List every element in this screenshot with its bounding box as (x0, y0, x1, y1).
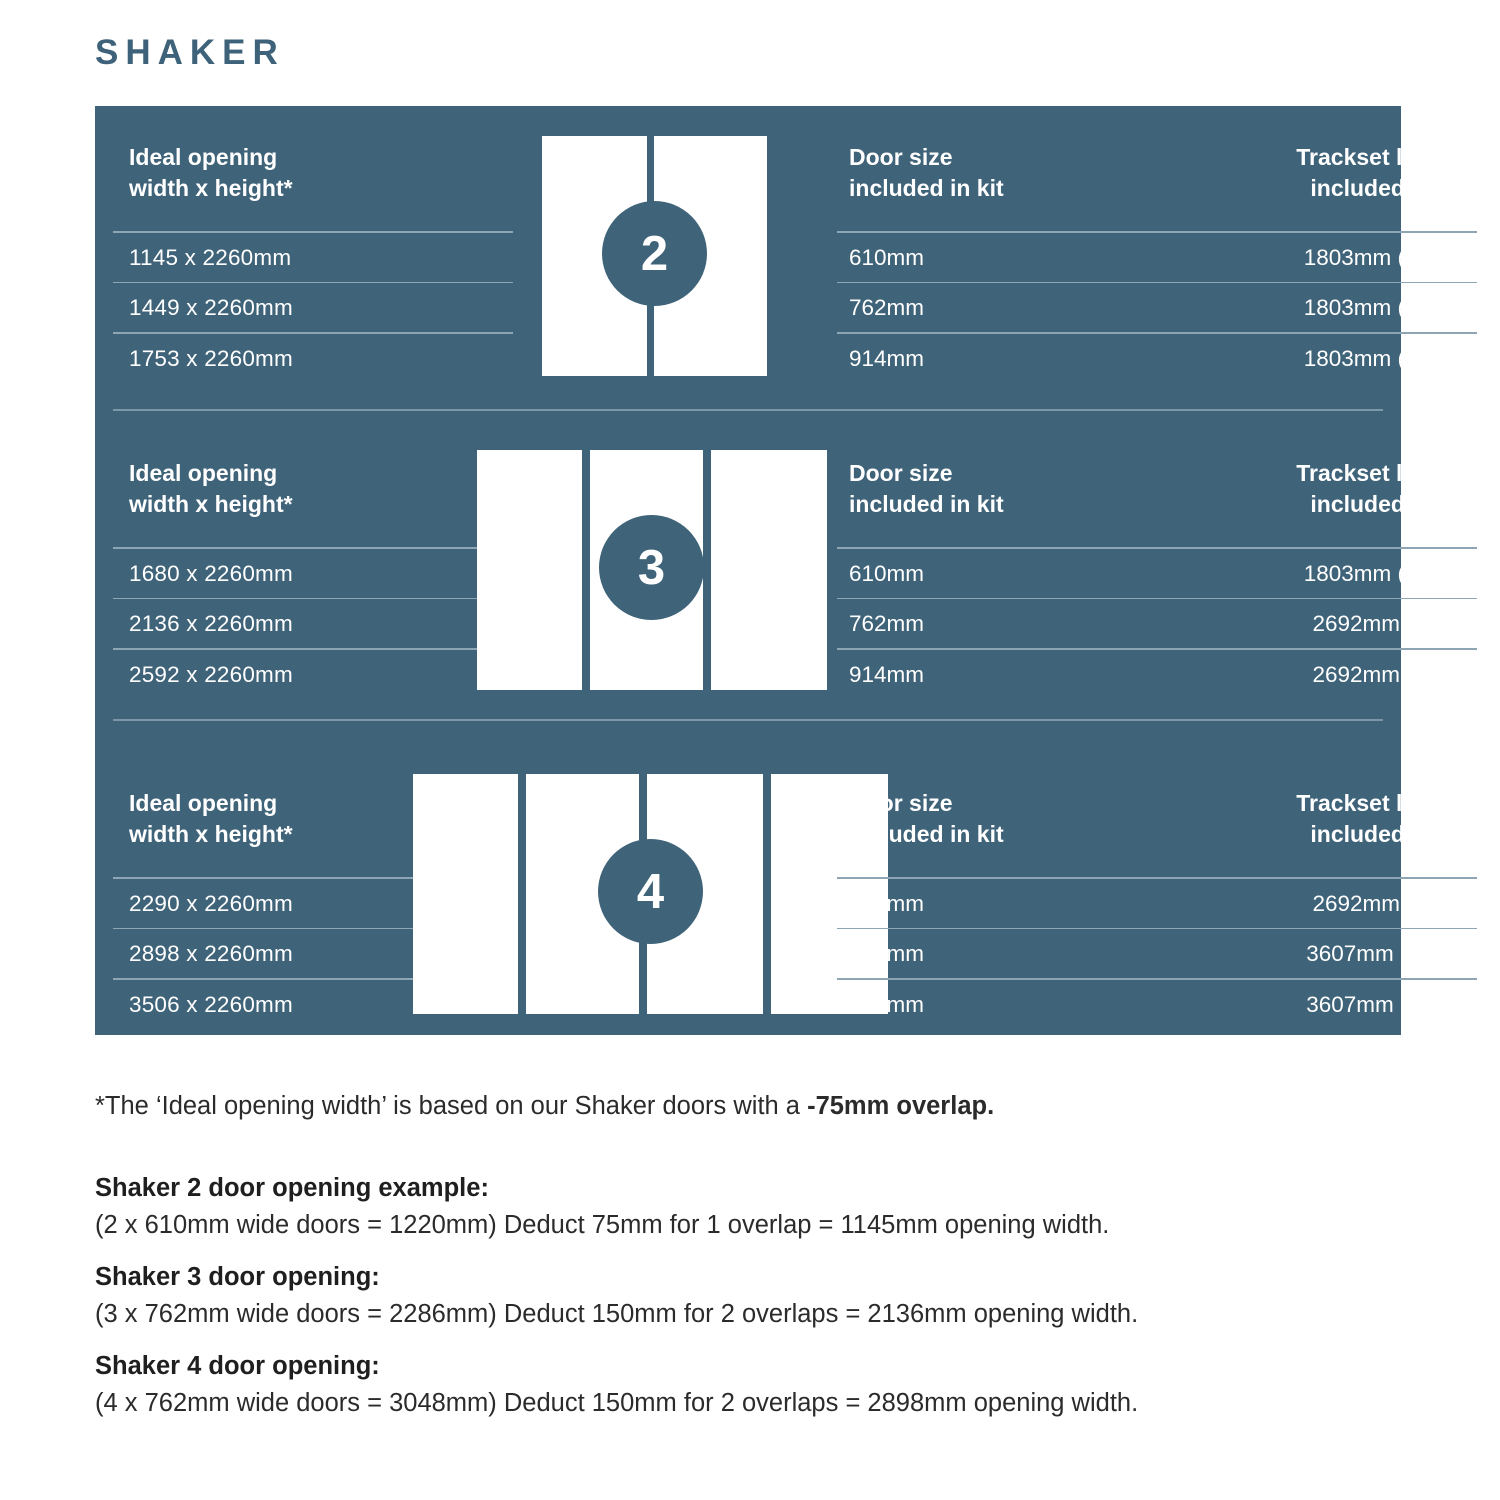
trackset-value: 3607mm (large) (1306, 941, 1465, 967)
kit-column-2 (837, 458, 1477, 699)
table-row (837, 549, 1477, 598)
trackset-value: 2692mm (med) (1312, 611, 1465, 637)
table-row (837, 650, 1477, 699)
example-title-3-door: Shaker 3 door opening: (95, 1263, 380, 1291)
trackset-value: 1803mm (small) (1303, 345, 1465, 371)
overlap-footnote (95, 1092, 994, 1121)
opening-value: 3506 x 2260mm (129, 991, 293, 1017)
opening-header-line1: Ideal opening (129, 790, 278, 816)
opening-column-1 (113, 142, 513, 383)
door-size-header (837, 142, 1167, 203)
opening-value: 2290 x 2260mm (129, 890, 293, 916)
trackset-header-line2: included in kit (1310, 820, 1465, 847)
door-size-value: 914mm (849, 991, 925, 1017)
opening-value: 2898 x 2260mm (129, 941, 293, 967)
kit-column-3 (837, 788, 1477, 1029)
opening-column-2 (113, 458, 513, 699)
table-row (837, 334, 1477, 383)
door-size-value: 610mm (849, 560, 925, 586)
example-body-3-door: (3 x 762mm wide doors = 2286mm) Deduct 150mm for 2 overlaps = 2136mm opening width. (95, 1300, 1139, 1328)
door-size-header-line2: included in kit (849, 174, 1004, 201)
trackset-header-line2: included in kit (1310, 490, 1465, 517)
opening-header-line1: Ideal opening (129, 460, 278, 486)
door-diagram-4 (413, 774, 888, 1014)
kit-headers-3 (837, 788, 1477, 849)
specification-panel (95, 106, 1465, 1035)
example-title-2-door: Shaker 2 door opening example: (95, 1174, 489, 1202)
trackset-header (1167, 788, 1477, 849)
door-count-badge-4: 4 (598, 839, 703, 944)
kit-column-1 (837, 142, 1477, 383)
table-row (837, 283, 1477, 332)
section-4-door (95, 726, 1465, 1035)
door-count-badge-3: 3 (599, 515, 704, 620)
trackset-value: 2692mm (med) (1312, 661, 1465, 687)
opening-header-line2: width x height* (129, 490, 293, 517)
trackset-header-line1: Trackset length (1296, 790, 1465, 816)
trackset-value: 3607mm (large) (1306, 991, 1465, 1017)
door-panel (477, 450, 582, 690)
door-panel (413, 774, 518, 1014)
opening-header-line2: width x height* (129, 820, 293, 847)
opening-value: 2136 x 2260mm (129, 611, 293, 637)
door-size-header (837, 458, 1167, 519)
opening-value: 1753 x 2260mm (129, 345, 293, 371)
footnote-bold: -75mm overlap. (807, 1092, 995, 1120)
kit-headers-2 (837, 458, 1477, 519)
door-size-value: 762mm (849, 941, 925, 967)
section-3-door (95, 416, 1465, 726)
door-size-value: 610mm (849, 244, 925, 270)
door-size-value: 762mm (849, 295, 925, 321)
door-count-badge-2: 2 (602, 201, 707, 306)
door-size-value: 762mm (849, 611, 925, 637)
trackset-value: 1803mm (small) (1303, 295, 1465, 321)
trackset-value: 1803mm (small) (1303, 560, 1465, 586)
trackset-header-line2: included in kit (1310, 174, 1465, 201)
page-title: SHAKER (95, 33, 285, 72)
section-divider (113, 409, 1383, 411)
trackset-header (1167, 458, 1477, 519)
example-body-2-door: (2 x 610mm wide doors = 1220mm) Deduct 75mm for 1 overlap = 1145mm opening width. (95, 1211, 1110, 1239)
door-diagram-2 (542, 136, 767, 376)
trackset-header-line1: Trackset length (1296, 460, 1465, 486)
table-row (837, 879, 1477, 928)
table-row (837, 980, 1477, 1029)
opening-header-line1: Ideal opening (129, 144, 278, 170)
opening-value: 1145 x 2260mm (129, 244, 292, 270)
door-size-header-line2: included in kit (849, 820, 1004, 847)
example-body-4-door: (4 x 762mm wide doors = 3048mm) Deduct 150mm for 2 overlaps = 2898mm opening width. (95, 1389, 1139, 1417)
door-size-header-line2: included in kit (849, 490, 1004, 517)
kit-headers-1 (837, 142, 1477, 203)
door-size-header-line1: Door size (849, 144, 953, 170)
opening-value: 1680 x 2260mm (129, 560, 293, 586)
trackset-value: 1803mm (small) (1303, 244, 1465, 270)
table-row (837, 599, 1477, 648)
door-size-value: 914mm (849, 345, 925, 371)
section-divider (113, 719, 1383, 721)
opening-value: 2592 x 2260mm (129, 661, 293, 687)
door-panel (711, 450, 827, 690)
door-diagram-3 (477, 450, 827, 690)
door-size-value: 610mm (849, 890, 925, 916)
opening-header-1 (113, 142, 513, 203)
opening-value: 1449 x 2260mm (129, 295, 293, 321)
door-size-header-line1: Door size (849, 460, 953, 486)
opening-header-2 (113, 458, 513, 519)
example-title-4-door: Shaker 4 door opening: (95, 1352, 380, 1380)
section-2-door (95, 106, 1465, 416)
door-size-value: 914mm (849, 661, 925, 687)
trackset-header-line1: Trackset length (1296, 144, 1465, 170)
opening-header-line2: width x height* (129, 174, 293, 201)
door-size-header-line1: Door size (849, 790, 953, 816)
table-row (837, 929, 1477, 978)
trackset-header (1167, 142, 1477, 203)
door-size-header (837, 788, 1167, 849)
footnote-prefix: *The ‘Ideal opening width’ is based on our Shaker doors with a (95, 1092, 808, 1120)
table-row (837, 233, 1477, 282)
trackset-value: 2692mm (med) (1312, 890, 1465, 916)
